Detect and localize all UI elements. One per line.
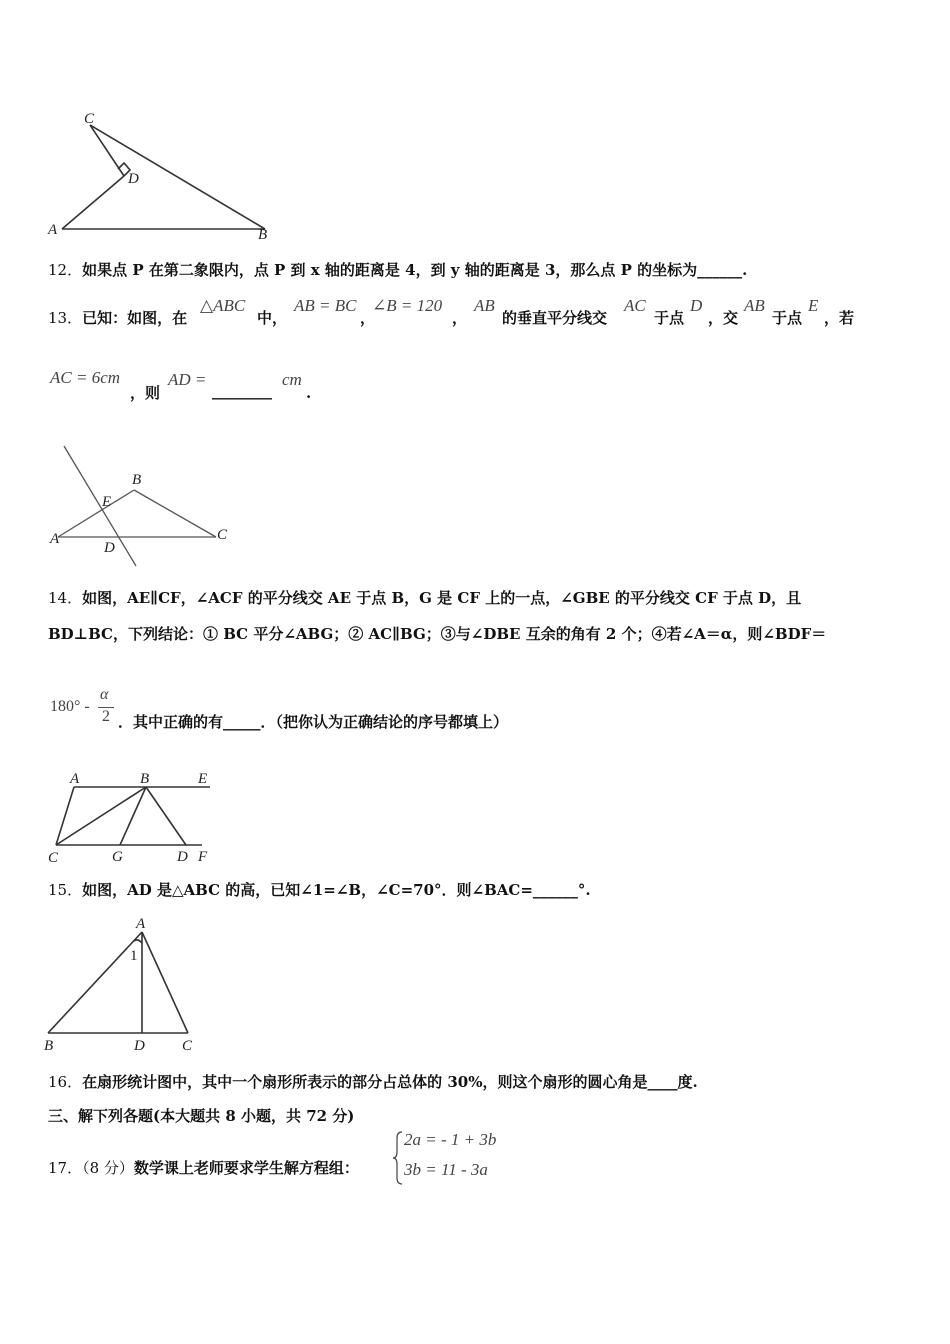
question-number: 17．	[48, 1159, 83, 1177]
math-ad: AD =	[168, 370, 207, 389]
question-text: 已知：如图，在	[82, 309, 188, 327]
label-a: A	[48, 222, 58, 238]
question-text: ．（把你认为正确结论的序号都填上）	[260, 713, 509, 731]
equation-2: 3b = 11 - 3a	[404, 1160, 488, 1179]
section-heading: 三、解下列各题(本大题共 8 小题，共 72 分)	[48, 1107, 355, 1125]
label-d: D	[128, 171, 139, 187]
math-ab-2: AB	[744, 296, 765, 315]
question-13	[48, 308, 187, 328]
question-score: （8 分）	[82, 1159, 134, 1177]
question-number: 15．	[48, 881, 83, 899]
answer-blank: ______	[697, 261, 743, 279]
figure-perpendicular-bisector	[44, 440, 254, 570]
question-14-line-2: BD⊥BC，下列结论：① BC 平分∠ABG；② AC∥BG；③与∠DBE 互余的角有 2 个；④若∠A＝α，则∠BDF＝	[48, 625, 827, 643]
question-text: 于点	[772, 309, 803, 327]
label-c: C	[84, 111, 95, 127]
label-a: A	[50, 531, 60, 547]
label-d: D	[134, 1038, 145, 1054]
math-e: E	[808, 296, 819, 315]
equation-1: 2a = - 1 + 3b	[404, 1130, 497, 1149]
math-ab: AB	[474, 296, 495, 315]
math-two: 2	[102, 708, 110, 725]
label-b: B	[44, 1038, 54, 1054]
question-end: .	[306, 384, 312, 402]
question-text: ，则	[130, 384, 161, 402]
label-d: D	[177, 849, 188, 865]
math-angle-b: ∠B = 120	[372, 296, 443, 315]
answer-blank: ________	[212, 382, 272, 400]
math-d: D	[690, 296, 703, 315]
equation-system-brace	[392, 1130, 404, 1186]
question-text: ，若	[824, 309, 855, 327]
label-1: 1	[130, 948, 138, 964]
question-17	[48, 1158, 359, 1178]
label-c: C	[217, 527, 228, 543]
label-b: B	[140, 771, 150, 787]
label-f: F	[198, 849, 208, 865]
answer-blank: ______	[532, 881, 578, 899]
question-number: 13．	[48, 309, 83, 327]
question-text: ．其中正确的有	[118, 713, 224, 731]
label-b: B	[258, 227, 268, 243]
question-15	[48, 880, 591, 900]
question-text: 如图，AE∥CF，∠ACF 的平分线交 AE 于点 B，G 是 CF 上的一点，∠GBE 的平分线交 CF 于点 D，且	[82, 589, 802, 607]
figure-triangle-altitude	[40, 912, 210, 1054]
math-alpha: α	[100, 686, 109, 703]
question-text: 如果点 P 在第二象限内，点 P 到 x 轴的距离是 4，到 y 轴的距离是 3，那么点 P 的坐标为	[82, 261, 698, 279]
figure-parallel-lines	[40, 766, 230, 868]
comma: ，	[360, 309, 376, 327]
question-12	[48, 260, 747, 280]
question-end: 度.	[677, 1073, 698, 1091]
label-d: D	[104, 540, 115, 556]
label-e: E	[102, 494, 112, 510]
answer-blank: ____	[647, 1073, 678, 1091]
math-ac-6cm: AC = 6cm	[50, 368, 121, 387]
question-text: 于点	[654, 309, 685, 327]
math-ac: AC	[624, 296, 646, 315]
question-14-line-3	[118, 712, 508, 732]
math-180-minus: 180° -	[50, 698, 90, 715]
label-g: G	[112, 849, 123, 865]
label-c: C	[48, 850, 59, 866]
question-end: .	[742, 261, 748, 279]
question-text: 如图，AD 是△ABC 的高，已知∠1=∠B，∠C=70°．则∠BAC=	[82, 881, 533, 899]
answer-blank: _____	[223, 713, 261, 731]
math-cm: cm	[282, 370, 302, 389]
question-number: 16．	[48, 1073, 83, 1091]
label-b: B	[132, 472, 142, 488]
label-e: E	[198, 771, 208, 787]
question-number: 12．	[48, 261, 83, 279]
question-number: 14．	[48, 589, 83, 607]
question-text: 在扇形统计图中，其中一个扇形所表示的部分占总体的 30%，则这个扇形的圆心角是	[82, 1073, 648, 1091]
comma: ，	[452, 309, 468, 327]
math-ab-eq-bc: AB = BC	[294, 296, 357, 315]
question-text: 数学课上老师要求学生解方程组：	[133, 1159, 359, 1177]
math-triangle-abc: △ABC	[200, 296, 246, 315]
question-16	[48, 1072, 698, 1092]
question-14-line-1	[48, 588, 801, 608]
question-text: 中，	[257, 309, 288, 327]
label-c: C	[182, 1038, 193, 1054]
question-text: ，交	[708, 309, 739, 327]
question-text: 的垂直平分线交	[502, 309, 608, 327]
label-a: A	[136, 916, 146, 932]
label-a: A	[70, 771, 80, 787]
question-end: °.	[577, 881, 591, 899]
figure-triangle-acb-with-d	[40, 105, 290, 245]
